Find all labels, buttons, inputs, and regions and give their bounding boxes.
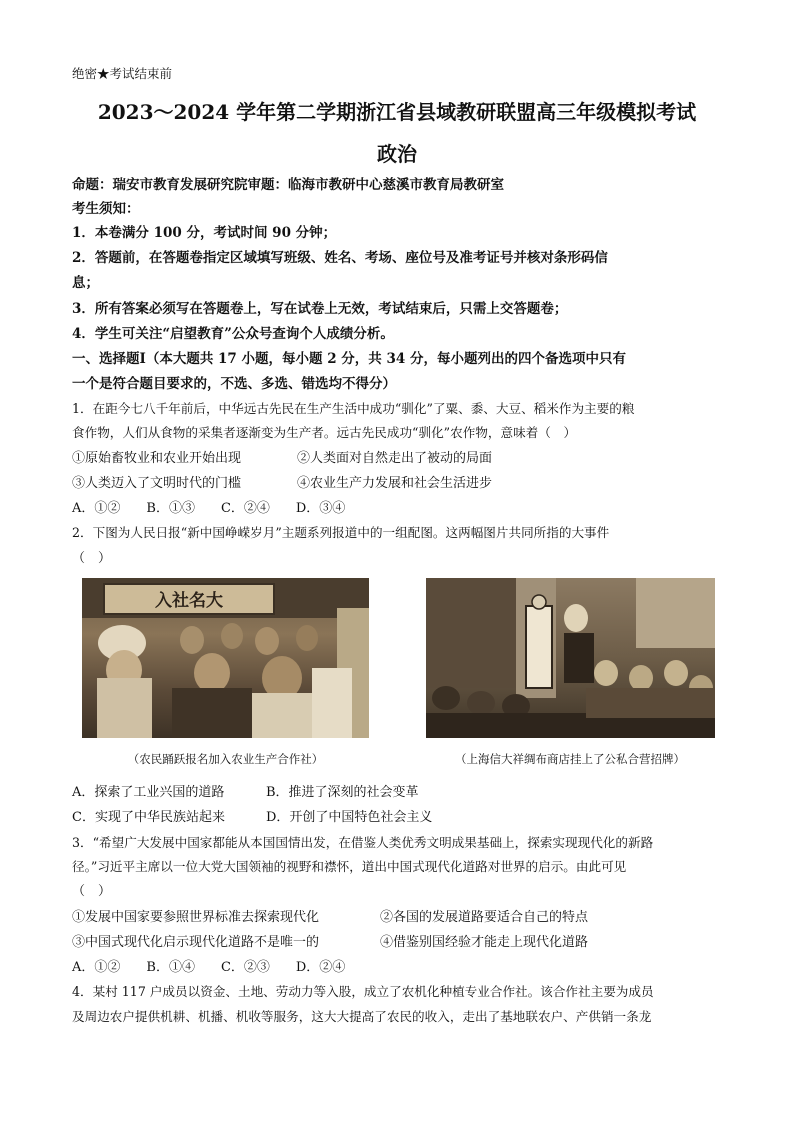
q1-statement-3: ③人类迈入了文明时代的门槛 [72,476,242,491]
q3-stem-line3: （ ） [72,884,112,899]
cooperative-photo-art [82,578,369,738]
q3-statement-3: ③中国式现代化启示现代化道路不是唯一的 [72,935,320,950]
section-heading-cont: 一个是符合题目要求的，不选、多选、错选均不得分） [72,376,396,392]
secret-mark: 绝密★考试结束前 [72,66,173,81]
q2-stem-line1: 2．下图为人民日报“新中国峥嵘岁月”主题系列报道中的一组配图。这两幅图片共同所指的大事件 [72,525,610,540]
section-heading: 一、选择题Ⅰ（本大题共 17 小题，每小题 2 分，共 34 分，每小题列出的四个备选项中只有 [72,351,626,367]
q2-stem-line2: （ ） [72,551,112,566]
notice-2-cont: 息； [72,275,99,291]
merchant-photo-caption: （上海信大祥绸布商店挂上了公私合营招牌） [455,752,685,766]
exam-title: 2023～2024 学年第二学期浙江省县域教研联盟高三年级模拟考试 [97,100,697,124]
q1-stem-line2: 食作物，人们从食物的采集者逐渐变为生产者。远古先民成功“驯化”农作物，意味着（ ） [72,425,577,440]
q4-stem-line2: 及周边农户提供机耕、机播、机收等服务，这大大提高了农民的收入，走出了基地联农户、产供销一条龙 [72,1009,652,1024]
merchant-photo [426,578,715,738]
q3-options: A．①② B．①④ C．②③ D．②④ [72,960,346,975]
q3-statement-4: ④借鉴别国经验才能走上现代化道路 [380,935,589,950]
q2-option-b: B．推进了深刻的社会变革 [266,785,419,800]
merchant-photo-art [426,578,715,738]
notice-1: 1．本卷满分 100 分，考试时间 90 分钟； [72,225,337,241]
q1-statement-2: ②人类面对自然走出了被动的局面 [297,451,493,466]
notice-heading: 考生须知： [72,201,140,217]
q3-statement-2: ②各国的发展道路要适合自己的特点 [380,910,589,925]
cooperative-photo [82,578,369,738]
q2-option-d: D．开创了中国特色社会主义 [266,810,433,825]
q3-stem-line1: 3．“希望广大发展中国家都能从本国国情出发，在借鉴人类优秀文明成果基础上，探索实现现代化的新路 [72,835,654,850]
q2-option-a: A．探索了工业兴国的道路 [72,785,225,800]
q1-stem-line1: 1．在距今七八千年前后，中华远古先民在生产生活中成功“驯化”了粟、黍、大豆、稻米作为主要的粮 [72,401,635,416]
q1-statement-4: ④农业生产力发展和社会生活进步 [297,476,493,491]
notice-2: 2．答题前，在答题卷指定区域填写班级、姓名、考场、座位号及准考证号并核对条形码信 [72,250,608,266]
q4-stem-line1: 4．某村 117 户成员以资金、土地、劳动力等入股，成立了农机化种植专业合作社。该合作社主要为成员 [72,984,654,999]
cooperative-photo-caption: （农民踊跃报名加入农业生产合作社） [127,752,324,766]
cooperative-sign-text: 入社名大 [155,591,223,611]
notice-4: 4．学生可关注“启望教育”公众号查询个人成绩分析。 [72,326,394,342]
authors-line: 命题：瑞安市教育发展研究院审题：临海市教研中心慈溪市教育局教研室 [72,177,504,193]
q1-statement-1: ①原始畜牧业和农业开始出现 [72,451,242,466]
subject-title: 政治 [377,142,417,166]
q3-stem-line2: 径。”习近平主席以一位大党大国领袖的视野和襟怀，道出中国式现代化道路对世界的启示。由此可见 [72,859,627,874]
notice-3: 3．所有答案必须写在答题卷上，写在试卷上无效，考试结束后，只需上交答题卷； [72,301,568,317]
q2-option-c: C．实现了中华民族站起来 [72,810,225,825]
q3-statement-1: ①发展中国家要参照世界标准去探索现代化 [72,910,320,925]
q1-options: A．①② B．①③ C．②④ D．③④ [72,501,346,516]
